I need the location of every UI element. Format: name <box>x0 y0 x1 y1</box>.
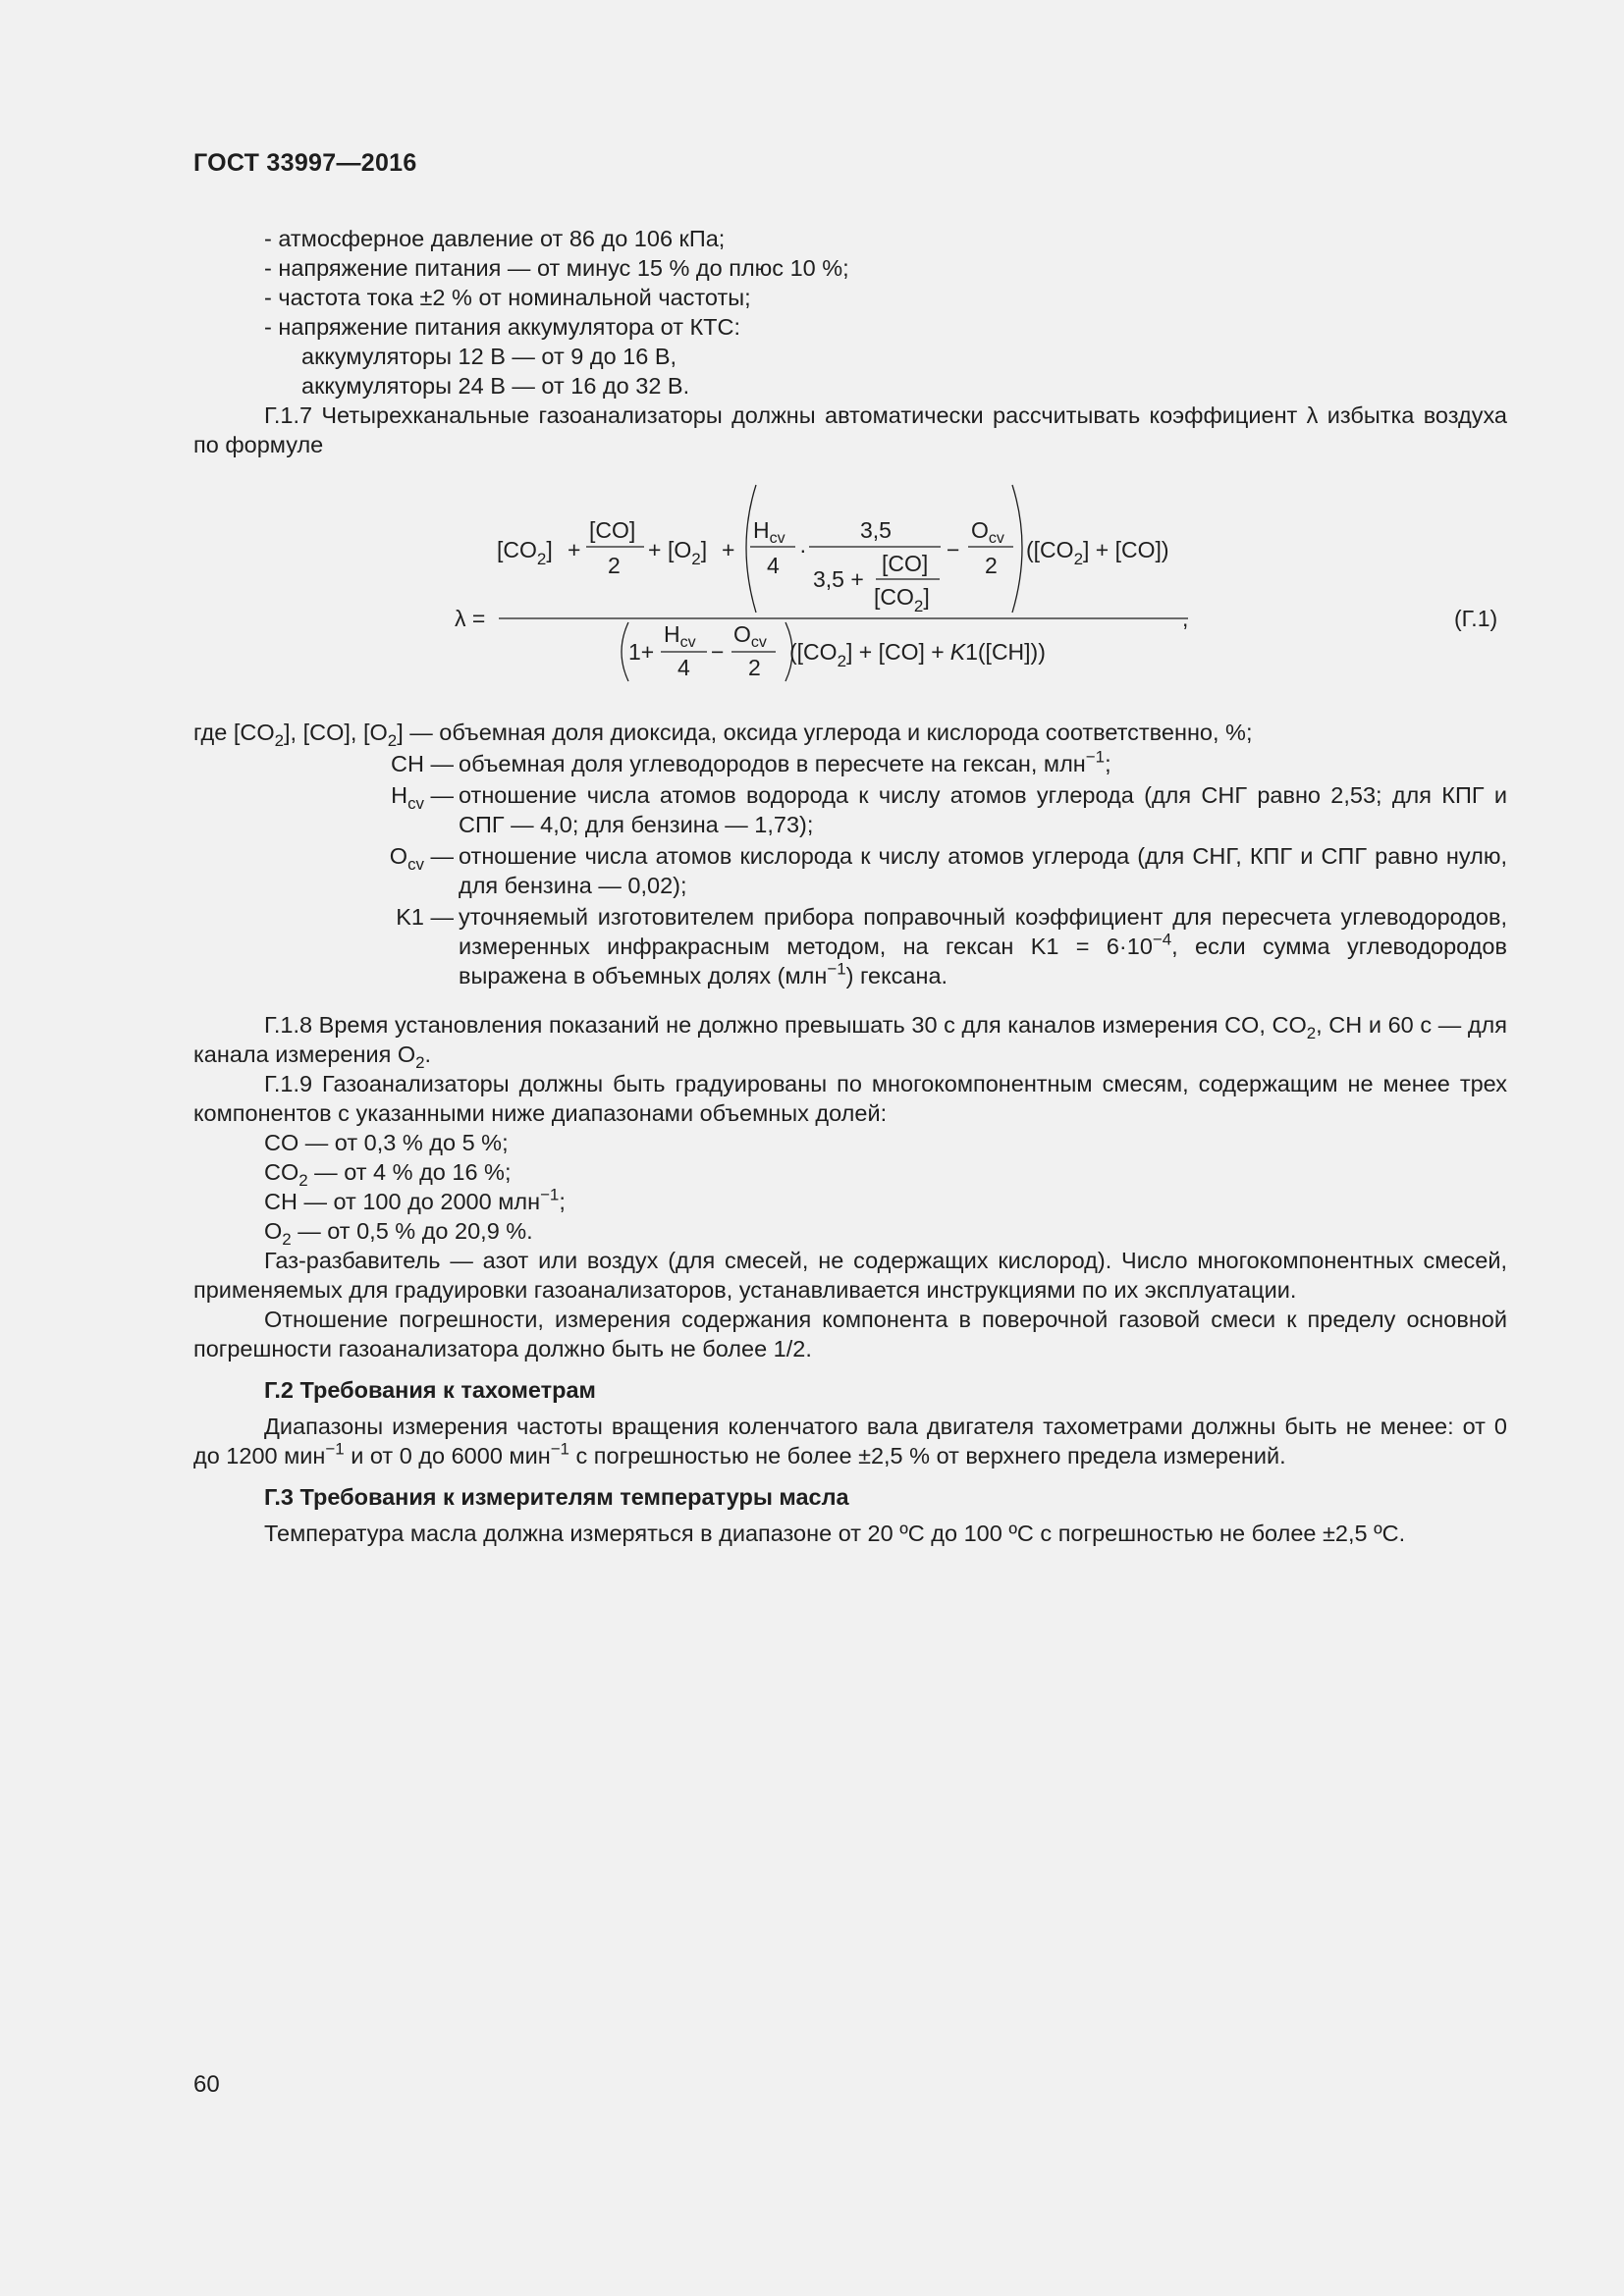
den-hcv: $H_{cv}$ <box>664 621 696 651</box>
list-item: - атмосферное давление от 86 до 106 кПа; <box>264 226 726 251</box>
frac-co-num: [CO] <box>589 517 636 543</box>
den-one: 1+ <box>628 639 655 665</box>
den-two: 2 <box>748 655 761 680</box>
hcv-num: $H_{cv}$ <box>753 517 785 547</box>
three5-den: 3,5 + <box>813 566 864 592</box>
frac-co-den: 2 <box>608 553 621 578</box>
document-header: ГОСТ 33997—2016 <box>193 149 417 177</box>
range-ch: CH — от 100 до 2000 млн$^{-1}$; <box>264 1185 566 1214</box>
formula-lambda <box>0 0 1624 707</box>
def-k1: K1 — уточняемый изготовителем прибора поправочный коэффициент для пересчета углеводородов, измеренных инфракрасным методом, на гексан $K1 = 6\cdot 10^{-4}$, если сумма углеводородов выражена в объемных долях (млн$^{-1}$) гексана. <box>396 904 1507 988</box>
plus-sign: + <box>568 537 581 562</box>
minus-sign: − <box>947 537 960 562</box>
formula-comma: , <box>1182 606 1189 631</box>
three5-num: 3,5 <box>860 517 892 543</box>
range-o2: $O_2$ — от 0,5 % до 20,9 %. <box>264 1218 533 1249</box>
section-title-g2: Г.2 Требования к тахометрам <box>264 1377 596 1403</box>
paragraph-g18: Г.1.8 Время установления показаний не должно превышать 30 с для каналов измерения CO, $CO_2$, CH и 60 с — для канала измерения $O_2$. <box>193 1012 1507 1072</box>
inner-co2: $[CO_2]$ <box>874 584 930 615</box>
dot-sign: · <box>799 537 807 562</box>
formula-number: (Г.1) <box>1454 606 1498 631</box>
paragraph-g3: Температура масла должна измеряться в диапазоне от 20 ºС до 100 ºС с погрешностью не более ±2,5 ºС. <box>264 1521 1406 1546</box>
page-number: 60 <box>193 2071 220 2098</box>
range-co: CO — от 0,3 % до 5 %; <box>264 1130 509 1155</box>
def-ch: CH — объемная доля углеводородов в пересчете на гексан, млн$^{-1}$; <box>391 747 1111 776</box>
paragraph-ratio: Отношение погрешности, измерения содержания компонента в поверочной газовой смеси к пределу основной погрешности газоанализатора должно быть не более 1/2. <box>193 1307 1507 1362</box>
den-sum: $([CO_2] + [CO] + K1([CH]))$ <box>789 639 1046 670</box>
paragraph-g2: Диапазоны измерения частоты вращения коленчатого вала двигателя тахометрами должны быть не менее: от 0 до 1200 мин$^{-1}$ и от 0 до 6000 мин$^{-1}$ с погрешностью не более ±2,5 % от верхнего предела измерений. <box>193 1414 1507 1468</box>
list-subitem: аккумуляторы 24 В — от 16 до 32 В. <box>301 373 690 399</box>
list-subitem: аккумуляторы 12 В — от 9 до 16 В, <box>301 344 677 369</box>
num-co2: $[CO_2]$ <box>497 537 553 568</box>
paragraph-g19: Г.1.9 Газоанализаторы должны быть градуированы по многокомпонентным смесям, содержащим не менее трех компонентов с указанными ниже диапазонами объемных долей: <box>193 1071 1507 1126</box>
minus-sign: − <box>711 639 725 665</box>
section-title-g3: Г.3 Требования к измерителям температуры масла <box>264 1484 849 1510</box>
den-four: 4 <box>677 655 690 680</box>
num-sum: $([CO_2] + [CO])$ <box>1026 537 1169 568</box>
lambda-symbol: λ = <box>455 606 486 631</box>
hcv-den: 4 <box>767 553 780 578</box>
def-ocv: $O_{cv}$ — отношение числа атомов кислорода к числу атомов углерода (для СНГ, КПГ и СПГ равно нулю, для бензина — 0,02); <box>389 843 1507 898</box>
list-item: - частота тока ±2 % от номинальной частоты; <box>264 285 751 310</box>
range-co2: $CO_2$ — от 4 % до 16 %; <box>264 1159 512 1190</box>
plus-sign: + <box>722 537 735 562</box>
main-text <box>193 1010 1507 1548</box>
den-ocv: $O_{cv}$ <box>733 621 767 651</box>
ocv-num: $O_{cv}$ <box>971 517 1004 547</box>
plus-sign: + <box>648 537 662 562</box>
def-hcv: $H_{cv}$ — отношение числа атомов водорода к числу атомов углерода (для СНГ равно 2,53; для КПГ и СПГ — 4,0; для бензина — 1,73); <box>391 782 1507 837</box>
inner-co: [CO] <box>882 551 929 576</box>
paragraph-g17: Г.1.7 Четырехканальные газоанализаторы должны автоматически рассчитывать коэффициент λ избытка воздуха по формуле <box>193 402 1507 457</box>
num-o2: $[O_2]$ <box>668 537 708 568</box>
def-intro: где $[CO_2]$, [CO], $[O_2]$ — объемная доля диоксида, оксида углерода и кислорода соответственно, %; <box>193 720 1253 750</box>
list-item: - напряжение питания — от минус 15 % до плюс 10 %; <box>264 255 849 281</box>
paragraph-gas: Газ-разбавитель — азот или воздух (для смесей, не содержащих кислород). Число многокомпонентных смесей, применяемых для градуировки газоанализаторов, устанавливается инструкциями по их эксплуатации. <box>193 1248 1507 1303</box>
variable-definitions <box>193 718 1507 992</box>
ocv-den: 2 <box>985 553 998 578</box>
list-item: - напряжение питания аккумулятора от КТС: <box>264 314 741 340</box>
